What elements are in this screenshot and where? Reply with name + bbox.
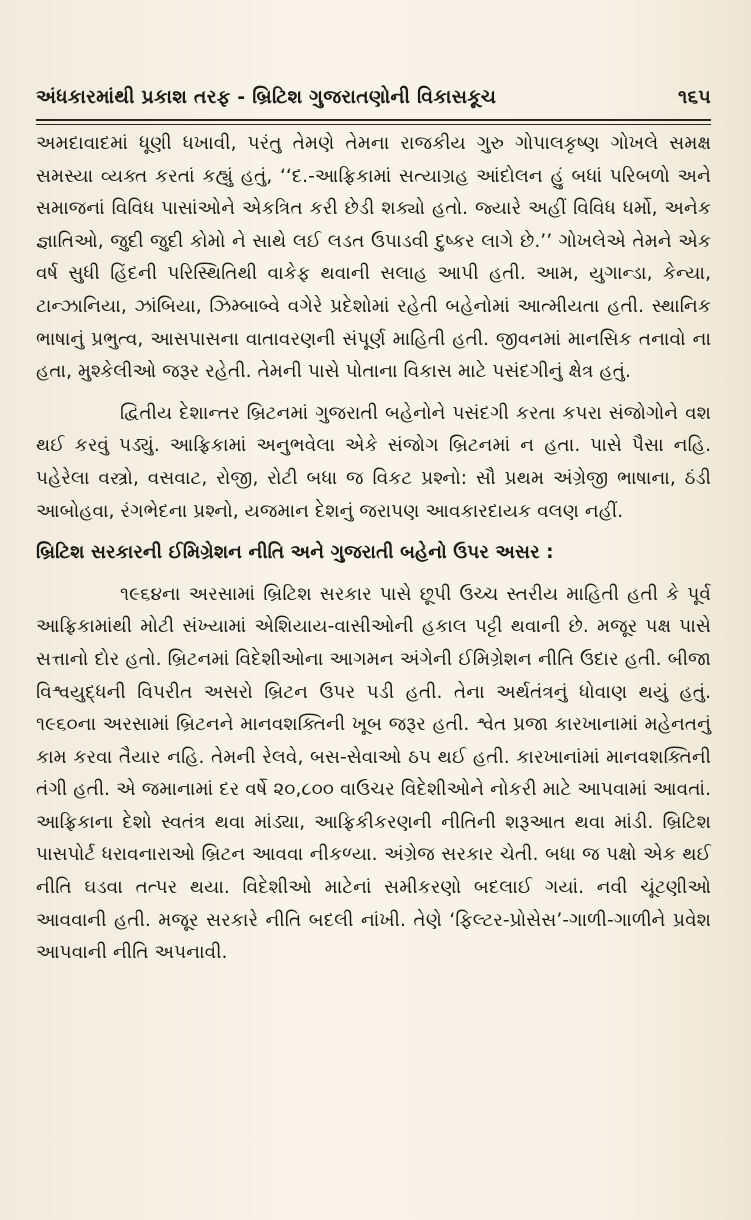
paragraph-3: ૧૯૬૪ના અરસામાં બ્રિટિશ સરકાર પાસે છૂપી ઉચ્ચ સ્તરીય માહિતી હતી કે પૂર્વ આફ્રિકામાંથી મોટી સંખ્યામાં એશિયાય-વાસીઓની હકાલ પટ્ટી થવાની છે. મજૂર પક્ષ પાસે સત્તાનો દોર હતો. બ્રિટનમાં વિદેશીઓના આગમન અંગેની ઈમિગ્રેશન નીતિ ઉદાર હતી. બીજા વિશ્વયુદ્ધની વિપરીત અસરો બ્રિટન ઉપર પડી હતી. તેના અર્થતંત્રનું ધોવાણ થયું હતું. ૧૯૬૦ના અરસામાં બ્રિટનને માનવશક્તિની ખૂબ જરૂર હતી. શ્વેત પ્રજા કારખાનામાં મહેનતનું કામ કરવા તૈયાર નહિ. તેમની રેલવે, બસ-સેવાઓ ઠપ થઈ હતી. કારખાનાંમાં માનવશક્તિની તંગી હતી. એ જમાનામાં દર વર્ષે ૨૦,૮૦૦ વાઉચર વિદેશીઓને નોકરી માટે આપવામાં આવતાં. આફ્રિકાના દેશો સ્વતંત્ર થવા માંડ્યા, આફ્રિકીકરણની નીતિની શરૂઆત થવા માંડી. બ્રિટિશ પાસપોર્ટ ધરાવનારાઓ બ્રિટન આવવા નીકળ્યા. અંગ્રેજ સરકાર ચેતી. બધા જ પક્ષો એક થઈ નીતિ ઘડવા તત્પર થયા. વિદેશીઓ માટેનાં સમીકરણો બદલાઈ ગયાં. નવી ચૂંટણીઓ આવવાની હતી. મજૂર સરકારે નીતિ બદલી નાંખી. તેણે ‘ફિલ્ટર-પ્રોસેસ’-ગાળી-ગાળીને પ્રવેશ આપવાની નીતિ અપનાવી. xyxy=(36,583,711,964)
section-heading: બ્રિટિશ સરકારની ઈમિગ્રેશન નીતિ અને ગુજરાતી બહેનો ઉપર અસર : xyxy=(36,542,554,564)
body-text xyxy=(36,128,711,979)
paragraph-1: અમદાવાદમાં ધૂણી ધખાવી, પરંતુ તેમણે તેમના રાજકીય ગુરુ ગોપાલકૃષ્ણ ગોખલે સમક્ષ સમસ્યા વ્યક્ત કરતાં કહ્યું હતું, ‘‘દ.-આફ્રિકામાં સત્યાગ્રહ આંદોલન હું બધાં પરિબળો અને સમાજનાં વિવિધ પાસાંઓને એકત્રિત કરી છેડી શક્યો હતો. જ્યારે અહીં વિવિધ ધર્મો, અનેક જ્ઞાતિઓ, જુદી જુદી કોમો ને સાથે લઈ લડત ઉપાડવી દુષ્કર લાગે છે.’’ ગોખલેએ તેમને એક વર્ષ સુધી હિંદની પરિસ્થિતિથી વાકેફ થવાની સલાહ આપી હતી. આમ, યુગાન્ડા, કેન્યા, ટાન્ઝાનિયા, ઝાંબિયા, ઝિમ્બાબ્વે વગેરે પ્રદેશોમાં રહેતી બહેનોમાં આત્મીયતા હતી. સ્થાનિક ભાષાનું પ્રભુત્વ, આસપાસના વાતાવરણની સંપૂર્ણ માહિતી હતી. જીવનમાં માનસિક તનાવો ના હતા, મુશ્કેલીઓ જરૂર રહેતી. તેમની પાસે પોતાના વિકાસ માટે પસંદગીનું ક્ષેત્ર હતું. xyxy=(36,133,711,383)
running-title: અંધકારમાંથી પ્રકાશ તરફ - બ્રિટિશ ગુજરાતણોની વિકાસકૂચ xyxy=(36,86,497,108)
page-number: ૧૬૫ xyxy=(677,86,711,108)
header-rule xyxy=(36,119,711,125)
running-header xyxy=(36,86,711,108)
paragraph-2: દ્વિતીય દેશાન્તર બ્રિટનમાં ગુજરાતી બહેનોને પસંદગી કરતા કપરા સંજોગોને વશ થઈ કરવું પડ્યું. આફ્રિકામાં અનુભવેલા એકે સંજોગ બ્રિટનમાં ન હતા. પાસે પૈસા નહિ. પહેરેલા વસ્ત્રો, વસવાટ, રોજી, રોટી બધા જ વિકટ પ્રશ્નો: સૌ પ્રથમ અંગ્રેજી ભાષાના, ઠંડી આબોહવા, રંગભેદના પ્રશ્નો, યજમાન દેશનું જરાપણ આવકારદાયક વલણ નહીં. xyxy=(36,402,711,522)
